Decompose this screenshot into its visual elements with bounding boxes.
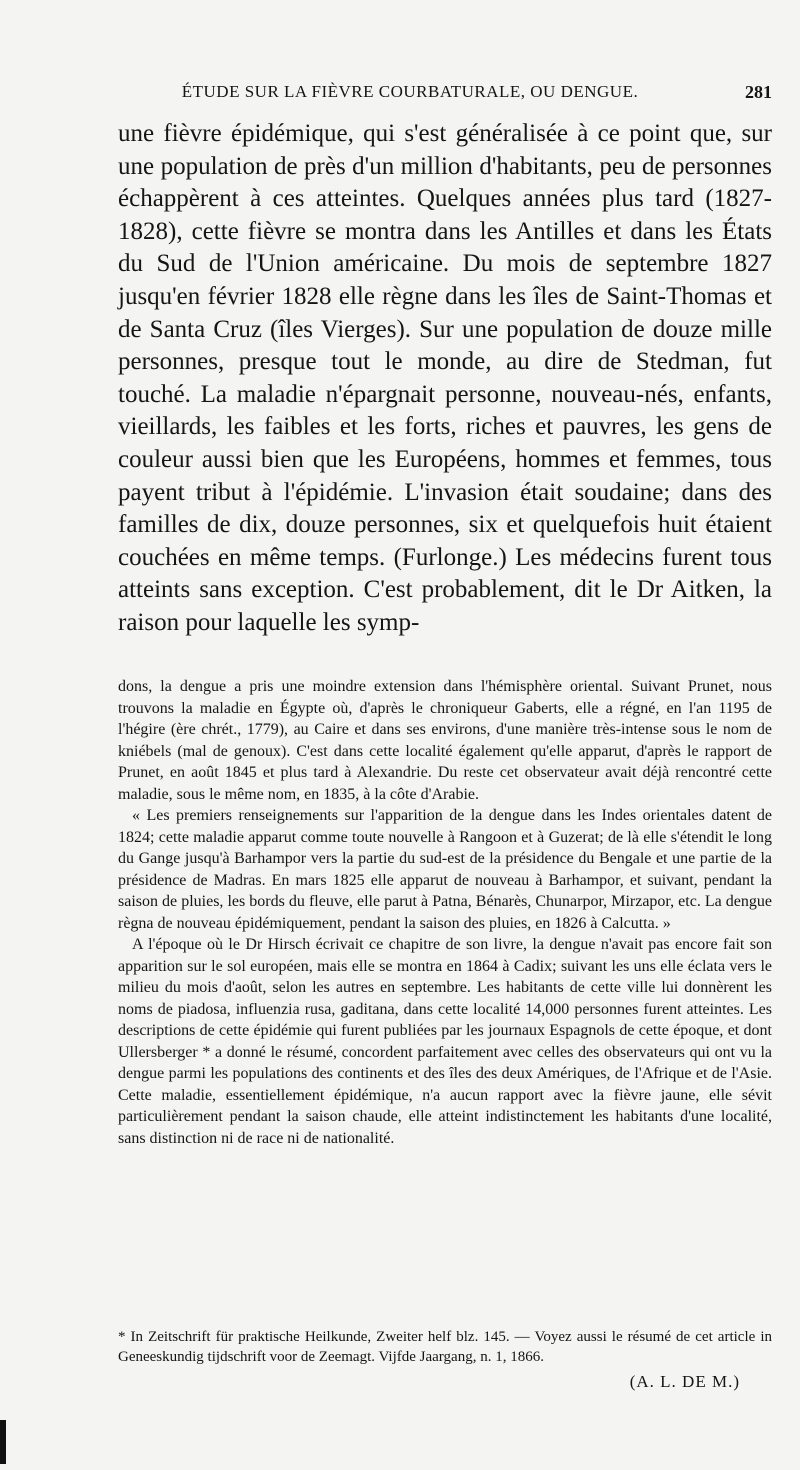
page-number: 281 (745, 82, 772, 102)
note-paragraph-2: « Les premiers renseignements sur l'apparition de la dengue dans les Indes orientales datent de 1824; cette maladie apparut comme toute nouvelle à Rangoon et à Guzerat; de là elle s'étendit le long du Gange jusqu'à Barhampor vers la partie du sud-est de la présidence du Bengale et une partie de la présidence de Madras. En mars 1825 elle apparut de nouveau à Barhampor, et suivant, pendant la saison de pluies, les bords du fleuve, elle parut à Patna, Bénarès, Chunarpor, Mirzapor, etc. La dengue règna de nouveau épidémiquement, pendant la saison des pluies, en 1826 à Calcutta. » (118, 807, 772, 932)
footnote-text: * In Zeitschrift für praktische Heilkunde, Zweiter helf blz. 145. — Voyez aussi le résumé de cet article in Geneeskundig tijdschrift voor de Zeemagt. Vijfde Jaargang, n. 1, 1866. (118, 1329, 772, 1365)
notes-section (118, 676, 772, 1149)
page-header (118, 82, 772, 108)
author-signature: (A. L. DE M.) (629, 1372, 740, 1391)
footnote (118, 1327, 772, 1367)
note-paragraph-3: A l'époque où le Dr Hirsch écrivait ce chapitre de son livre, la dengue n'avait pas encore fait son apparition sur le sol européen, mais elle se montra en 1864 à Cadix; suivant les uns elle éclata vers le milieu du mois d'août, selon les autres en septembre. Les habitants de cette ville lui donnèrent les noms de piadosa, influenzia rusa, gaditana, dans cette localité 14,000 personnes furent atteintes. Les descriptions de cette épidémie qui furent publiées par les journaux Espagnols de cette époque, et dont Ullersberger * a donné le résumé, concordent parfaitement avec celles des observateurs qui ont vu la dengue parmi les populations des continents et des îles des deux Amériques, de l'Afrique et de l'Asie. Cette maladie, essentiellement épidémique, n'a aucun rapport avec la fièvre jaune, elle sévit particulièrement pendant la saison chaude, elle atteint indistinctement les habitants d'une localité, sans distinction ni de race ni de nationalité. (118, 936, 772, 1147)
note-paragraph-1: dons, la dengue a pris une moindre extension dans l'hémisphère oriental. Suivant Prunet, nous trouvons la maladie en Égypte où, d'après le chroniqueur Gaberts, elle a régné, en l'an 1195 de l'hégire (ère chrét., 1779), au Caire et dans ses environs, d'une manière très-intense sous le nom de kniébels (mal de genoux). C'est dans cette localité également qu'elle apparut, d'après le rapport de Prunet, en août 1845 et plus tard à Alexandrie. Du reste cet observateur avait déjà rencontré cette maladie, sous le même nom, en 1835, à la côte d'Arabie. (118, 678, 772, 803)
scan-margin-mark (0, 1420, 6, 1464)
main-text (118, 118, 772, 640)
main-paragraph: une fièvre épidémique, qui s'est généralisée à ce point que, sur une population de près d'un million d'habitants, peu de personnes échappèrent à ces atteintes. Quelques années plus tard (1827-1828), cette fièvre se montra dans les Antilles et dans les États du Sud de l'Union américaine. Du mois de septembre 1827 jusqu'en février 1828 elle règne dans les îles de Saint-Thomas et de Santa Cruz (îles Vierges). Sur une population de douze mille personnes, presque tout le monde, au dire de Stedman, fut touché. La maladie n'épargnait personne, nouveau-nés, enfants, vieillards, les faibles et les forts, riches et pauvres, les gens de couleur aussi bien que les Européens, hommes et femmes, tous payent tribut à l'épidémie. L'invasion était soudaine; dans des familles de dix, douze personnes, six et quelquefois huit étaient couchées en même temps. (Furlonge.) Les médecins furent tous atteints sans exception. C'est probablement, dit le Dr Aitken, la raison pour laquelle les symp- (118, 120, 772, 636)
running-title: ÉTUDE SUR LA FIÈVRE COURBATURALE, OU DENGUE. (181, 82, 639, 101)
